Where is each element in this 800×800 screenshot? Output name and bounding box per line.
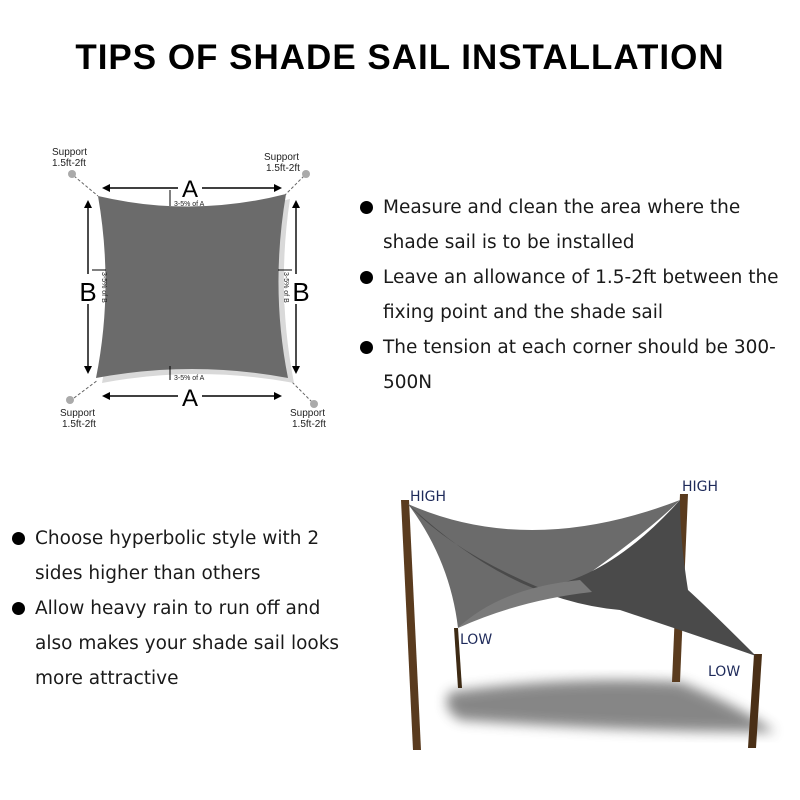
bullet-icon <box>360 271 373 284</box>
bullet-icon <box>360 341 373 354</box>
tip-item <box>10 521 350 591</box>
support-line-tr <box>284 176 304 196</box>
support-point-tr <box>302 170 310 178</box>
tip-text: Measure and clean the area where the shade sail is to be installed <box>383 197 741 253</box>
installation-tips-list <box>358 190 798 400</box>
support-point-bl <box>66 396 74 404</box>
sag-label-bottom: 3-5% of A <box>174 375 205 382</box>
support-label-tr: Support <box>264 152 300 163</box>
support-distance-br: 1.5ft-2ft <box>292 419 326 430</box>
support-distance-tl: 1.5ft-2ft <box>52 158 86 169</box>
square-sail-diagram <box>40 140 380 440</box>
sag-label-right: 3-5% of B <box>282 272 289 303</box>
tip-item <box>358 190 798 260</box>
support-label-bl: Support <box>60 408 96 419</box>
ground-shadow <box>447 680 775 732</box>
sag-label-top: 3-5% of A <box>174 201 205 208</box>
dim-label-b-left: B <box>79 277 97 307</box>
bullet-icon <box>12 602 25 615</box>
support-label-br: Support <box>290 408 326 419</box>
square-sail <box>96 194 288 378</box>
support-line-br <box>290 380 312 402</box>
page-title: TIPS OF SHADE SAIL INSTALLATION <box>75 38 725 77</box>
support-distance-tr: 1.5ft-2ft <box>266 163 300 174</box>
support-line-bl <box>74 380 98 398</box>
sag-label-left: 3-5% of B <box>100 272 107 303</box>
hyperbolic-sail-diagram <box>380 470 800 780</box>
hyperbolic-tips-list <box>10 521 350 696</box>
dim-label-a-top: A <box>181 176 199 203</box>
tip-text: Allow heavy rain to run off and also makes your shade sail looks more attractive <box>35 598 340 689</box>
tip-text: Choose hyperbolic style with 2 sides higher than others <box>35 528 320 584</box>
dim-label-b-right: B <box>292 277 310 307</box>
label-high-right: HIGH <box>682 479 719 495</box>
post-front-right <box>748 654 762 748</box>
support-line-tl <box>74 176 98 196</box>
label-low-left: LOW <box>460 632 493 648</box>
tip-text: Leave an allowance of 1.5-2ft between the fixing point and the shade sail <box>383 267 779 323</box>
post-front-left <box>401 500 421 750</box>
support-label-tl: Support <box>52 147 88 158</box>
tip-item <box>358 260 798 330</box>
tip-item <box>358 330 798 400</box>
bullet-icon <box>360 201 373 214</box>
tip-item <box>10 591 350 696</box>
support-distance-bl: 1.5ft-2ft <box>62 419 96 430</box>
dim-label-a-bottom: A <box>181 385 199 412</box>
bullet-icon <box>12 532 25 545</box>
label-low-right: LOW <box>708 664 741 680</box>
tip-text: The tension at each corner should be 300-500N <box>383 337 776 393</box>
support-point-tl <box>68 170 76 178</box>
support-point-br <box>310 400 318 408</box>
label-high-left: HIGH <box>410 489 447 505</box>
